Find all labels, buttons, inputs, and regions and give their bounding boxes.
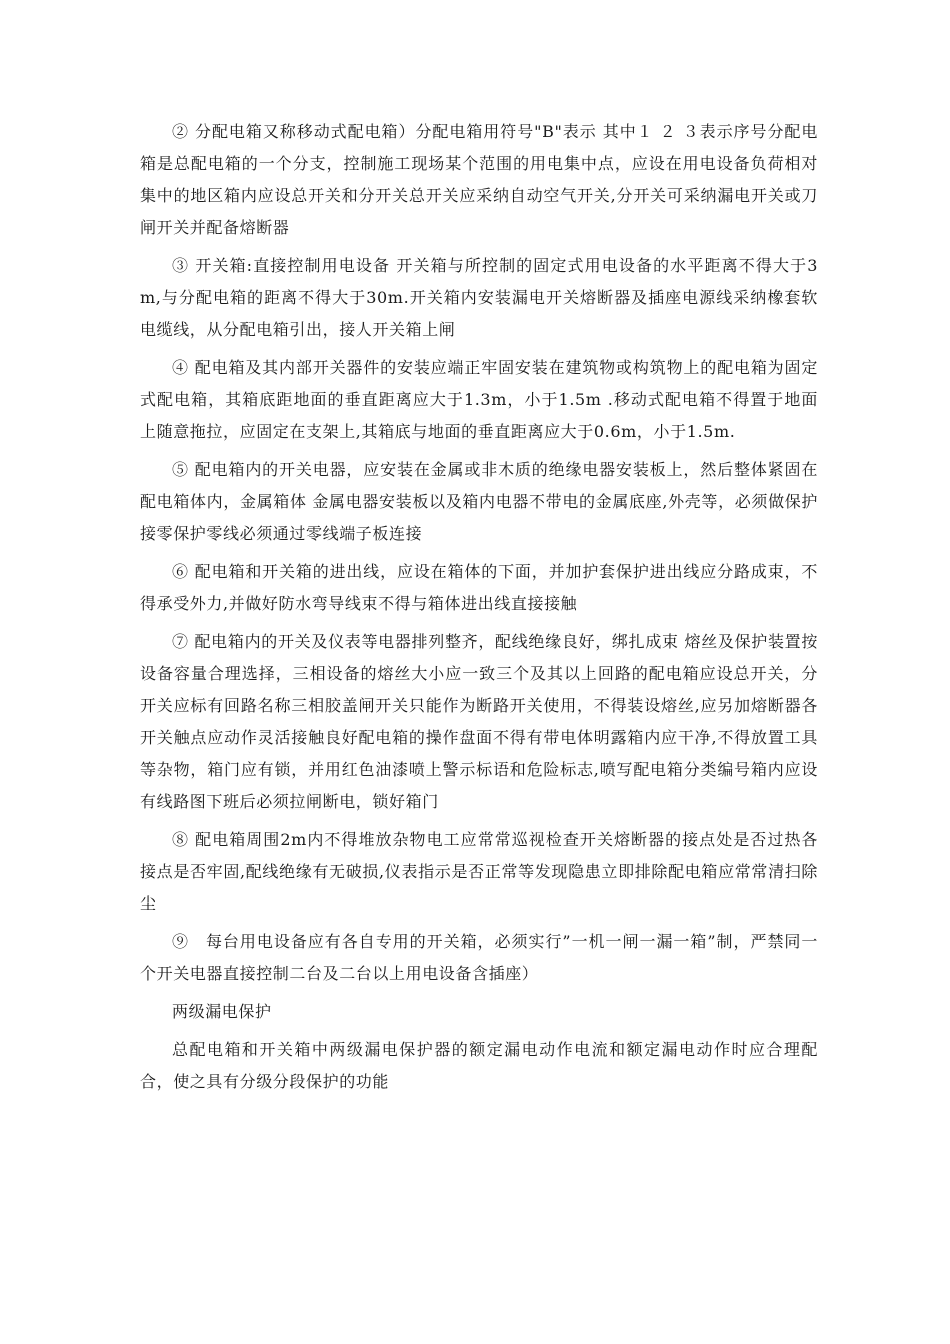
section-heading: 两级漏电保护	[172, 1002, 272, 1021]
paragraph-box-installation: ④ 配电箱及其内部开关器件的安装应端正牢固安装在建筑物或构筑物上的配电箱为固定式配电箱，其箱底距地面的垂直距离应大于1.3m，小于1.5m .移动式配电箱不得置于地面上随意拖拉，应固定在支架上,其箱底与地面的垂直距离应大于0.6m，小于1.5m.	[140, 358, 818, 441]
paragraph-box-wiring: ⑥ 配电箱和开关箱的进出线，应设在箱体的下面，并加护套保护进出线应分路成束，不得承受外力,并做好防水弯导线束不得与箱体进出线直接接触	[140, 562, 818, 613]
paragraph-box-maintenance: ⑧ 配电箱周围2m内不得堆放杂物电工应常常巡视检查开关熔断器的接点处是否过热各接点是否牢固,配线绝缘有无破损,仪表指示是否正常等发现隐患立即排除配电箱应常常清扫除尘	[140, 830, 818, 913]
paragraph-box-electrical-mounting: ⑤ 配电箱内的开关电器，应安装在金属或非木质的绝缘电器安装板上，然后整体紧固在配电箱体内，金属箱体 金属电器安装板以及箱内电器不带电的金属底座,外壳等，必须做保护接零保护零线必须通过零线端子板连接	[140, 460, 818, 543]
paragraph-switch-box: ③ 开关箱:直接控制用电设备 开关箱与所控制的固定式用电设备的水平距离不得大于3m,与分配电箱的距离不得大于30m.开关箱内安装漏电开关熔断器及插座电源线采纳橡套软电缆线，从分配电箱引出，接人开关箱上闸	[140, 256, 818, 339]
document-body	[140, 116, 818, 1104]
paragraph-distribution-box: ② 分配电箱又称移动式配电箱）分配电箱用符号"B"表示 其中１ ２ ３表示序号分配电箱是总配电箱的一个分支，控制施工现场某个范围的用电集中点，应设在用电设备负荷相对集中的地区箱内应设总开关和分开关总开关应采纳自动空气开关,分开关可采纳漏电开关或刀闸开关并配备熔断器	[140, 122, 818, 237]
paragraph-one-machine-rule: ⑨ 每台用电设备应有各自专用的开关箱，必须实行”一机一闸一漏一箱”制，严禁同一个开关电器直接控制二台及二台以上用电设备含插座）	[140, 932, 818, 983]
paragraph-switch-arrangement: ⑦ 配电箱内的开关及仪表等电器排列整齐，配线绝缘良好，绑扎成束 熔丝及保护装置按设备容量合理选择，三相设备的熔丝大小应一致三个及其以上回路的配电箱应设总开关，分开关应标有回路名称三相胶盖闸开关只能作为断路开关使用，不得装设熔丝,应另加熔断器各开关触点应动作灵活接触良好配电箱的操作盘面不得有带电体明露箱内应干净,不得放置工具等杂物，箱门应有锁，并用红色油漆喷上警示标语和危险标志,喷写配电箱分类编号箱内应设有线路图下班后必须拉闸断电，锁好箱门	[140, 632, 818, 811]
section-paragraph: 总配电箱和开关箱中两级漏电保护器的额定漏电动作电流和额定漏电动作时应合理配合，使之具有分级分段保护的功能	[140, 1040, 818, 1091]
